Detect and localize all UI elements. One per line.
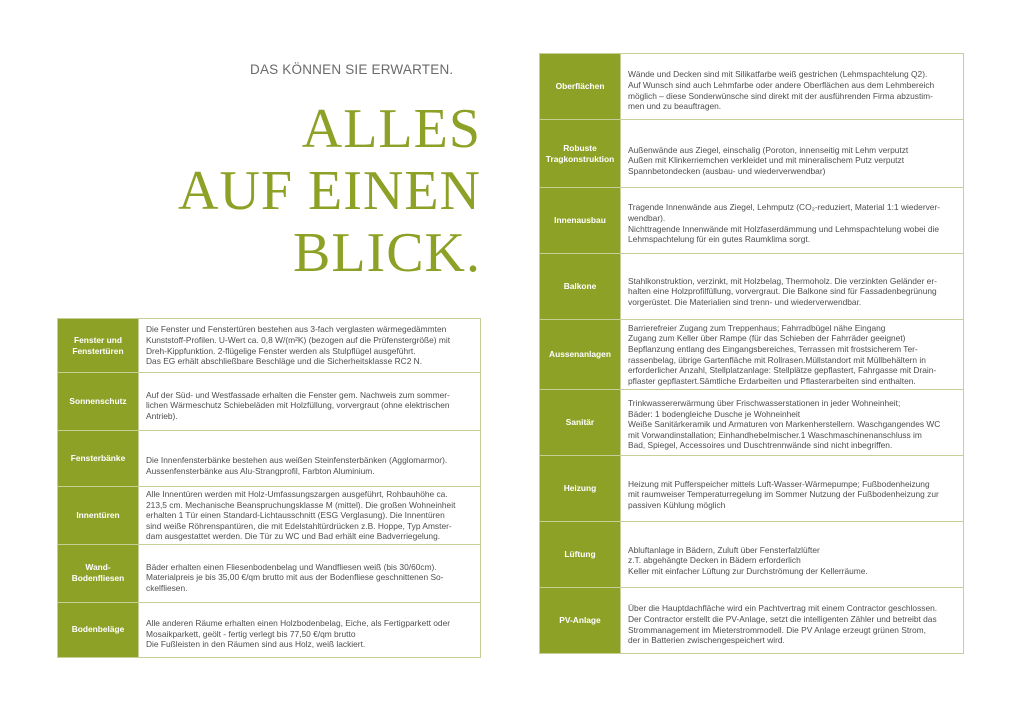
row-text: Außenwände aus Ziegel, einschalig (Poroton, innenseitig mit Lehm verputzt Außen mit Klinkerriemchen verkleidet und mit mineralischem Putz verputzt Spannbetondecken (ausbau- und wiederverwendbar) xyxy=(621,120,964,188)
row-text: Stahlkonstruktion, verzinkt, mit Holzbelag, Thermoholz. Die verzinkten Geländer er- halten eine Holzprofilfüllung, vorvergraut. Die Balkone sind für Fassadenbegrünung vorgerüstet. Die Materialien sind trenn- und wiederverwendbar. xyxy=(621,254,964,320)
row-text: Über die Hauptdachfläche wird ein Pachtvertrag mit einem Contractor geschlossen. Der Contractor erstellt die PV-Anlage, setzt die intelligenten Zähler und betreibt das Strommanagement im Mieterstrommodell. Die PV Anlage erzeugt grünen Strom, der in Batterien zwischengespeichert wird. xyxy=(621,588,964,654)
row-text: Alle Innentüren werden mit Holz-Umfassungszargen ausgeführt, Rohbauhöhe ca. 213,5 cm. Mechanische Beanspruchungsklasse M (mittel). Die großen Wohneinheit erhalten 1 Tür einen Standard-Lichtausschnitt (ESG Verglasung). Die Innentüren sind weiße Röhrenspantüren, die mit Edelstahltürdrücken z.B. Hoppe, Typ Amster- dam ausgestattet werden. Die Tür zu WC und Bad erhält eine Badverriegelung. xyxy=(139,487,481,545)
row-text: Wände und Decken sind mit Silikatfarbe weiß gestrichen (Lehmspachtelung Q2). Auf Wunsch sind auch Lehmfarbe oder andere Oberflächen aus dem Lehmbereich möglich – diese Sonderwünsche sind direkt mit der ausführenden Firma abzustim- men und zu beauftragen. xyxy=(621,54,964,120)
row-text: Auf der Süd- und Westfassade erhalten die Fenster gem. Nachweis zum sommer- lichen Wärmeschutz Schiebeläden mit Holzfüllung, vorvergraut (ohne elektrischen Antrieb). xyxy=(139,373,481,431)
headline-line-2: AUF EINEN xyxy=(178,160,481,222)
row-label: Robuste Tragkonstruktion xyxy=(540,120,621,188)
headline xyxy=(178,98,481,284)
table-row xyxy=(58,487,481,545)
table-row xyxy=(540,390,964,456)
headline-line-3: BLICK. xyxy=(293,222,481,284)
row-label: Balkone xyxy=(540,254,621,320)
row-label: Oberflächen xyxy=(540,54,621,120)
row-text: Bäder erhalten einen Fliesenbodenbelag und Wandfliesen weiß (bis 30/60cm). Materialpreis je bis 35,00 €/qm brutto mit aus der Bodenfliese geschnittenen So- ckelfliesen. xyxy=(139,544,481,602)
row-label: Heizung xyxy=(540,456,621,522)
row-label: Innenausbau xyxy=(540,188,621,254)
table-row xyxy=(540,522,964,588)
row-label: Wand- Bodenfliesen xyxy=(58,544,139,602)
table-row xyxy=(58,544,481,602)
table-row xyxy=(540,588,964,654)
table-row xyxy=(58,431,481,487)
spec-table-left xyxy=(57,318,481,658)
row-label: Aussenanlagen xyxy=(540,320,621,390)
row-label: Sanitär xyxy=(540,390,621,456)
row-text: Die Fenster und Fenstertüren bestehen aus 3-fach verglasten wärmegedämmten Kunststoff-Profilen. U-Wert ca. 0,8 W/(m²K) (bezogen auf die Prüfenstergröße) mit Dreh-Kippfunktion. 2-flügelige Fenster werden als Stulpflügel ausgeführt. Das EG erhält abschließbare Beschläge und die Sicherheitsklasse RC2 N. xyxy=(139,319,481,373)
row-text: Die Innenfensterbänke bestehen aus weißen Steinfensterbänken (Agglomarmor). Aussenfensterbänke aus Alu-Strangprofil, Farbton Aluminium. xyxy=(139,431,481,487)
row-label: PV-Anlage xyxy=(540,588,621,654)
row-label: Lüftung xyxy=(540,522,621,588)
table-row xyxy=(58,373,481,431)
table-row xyxy=(58,319,481,373)
table-row xyxy=(58,602,481,657)
row-label: Fensterbänke xyxy=(58,431,139,487)
table-row xyxy=(540,254,964,320)
row-text: Tragende Innenwände aus Ziegel, Lehmputz (CO₂-reduziert, Material 1:1 wiederver- wendbar). Nichttragende Innenwände mit Holzfaserdämmung und Lehmspachtelung wobei die Lehmspachtelung für ein gutes Raumklima sorgt. xyxy=(621,188,964,254)
table-row xyxy=(540,456,964,522)
row-text: Heizung mit Pufferspeicher mittels Luft-Wasser-Wärmepumpe; Fußbodenheizung mit raumweiser Temperaturregelung im Sommer Nutzung der Fußbodenheizung zur passiven Kühlung möglich xyxy=(621,456,964,522)
row-label: Sonnenschutz xyxy=(58,373,139,431)
row-label: Innentüren xyxy=(58,487,139,545)
row-text: Abluftanlage in Bädern, Zuluft über Fensterfalzlüfter z.T. abgehängte Decken in Bädern erforderlich Keller mit einfacher Lüftung zur Durchströmung der Kellerräume. xyxy=(621,522,964,588)
row-text: Alle anderen Räume erhalten einen Holzbodenbelag, Eiche, als Fertigparkett oder Mosaikparkett, geölt - fertig verlegt bis 77,50 €/qm brutto Die Fußleisten in den Räumen sind aus Holz, weiß lackiert. xyxy=(139,602,481,657)
table-row xyxy=(540,120,964,188)
row-text: Trinkwassererwärmung über Frischwasserstationen in jeder Wohneinheit; Bäder: 1 bodengleiche Dusche je Wohneinheit Weiße Sanitärkeramik und Armaturen von Markenherstellern. Waschgangendes WC mit Vorwandinstallation; Einhandhebelmischer.1 Waschmaschinenanschluss im Bad, Spiegel, Accessoires und Duschtrennwände sind nicht inbegriffen. xyxy=(621,390,964,456)
headline-line-1: ALLES xyxy=(301,98,481,160)
row-label: Fenster und Fenstertüren xyxy=(58,319,139,373)
row-text: Barrierefreier Zugang zum Treppenhaus; Fahrradbügel nähe Eingang Zugang zum Keller über Rampe (für das Schieben der Fahrräder geeignet) Bepflanzung entlang des Eingangsbereiches, Terrassen mit frostsicherem Ter- rassenbelag, übrige Gartenfläche mit Rollrasen.Müllstandort mit Müllbehältern in erforderlicher Anzahl, Stellplatzanlage: Stellplätze gepflastert, Fahrgasse mit Drain- pflaster gepflastert.Sämtliche Erdarbeiten und Pflasterarbeiten sind enthalten. xyxy=(621,320,964,390)
section-subtitle: DAS KÖNNEN SIE ERWARTEN. xyxy=(250,62,454,77)
spec-table-right xyxy=(539,53,964,654)
table-row xyxy=(540,320,964,390)
row-label: Bodenbeläge xyxy=(58,602,139,657)
table-row xyxy=(540,188,964,254)
table-row xyxy=(540,54,964,120)
